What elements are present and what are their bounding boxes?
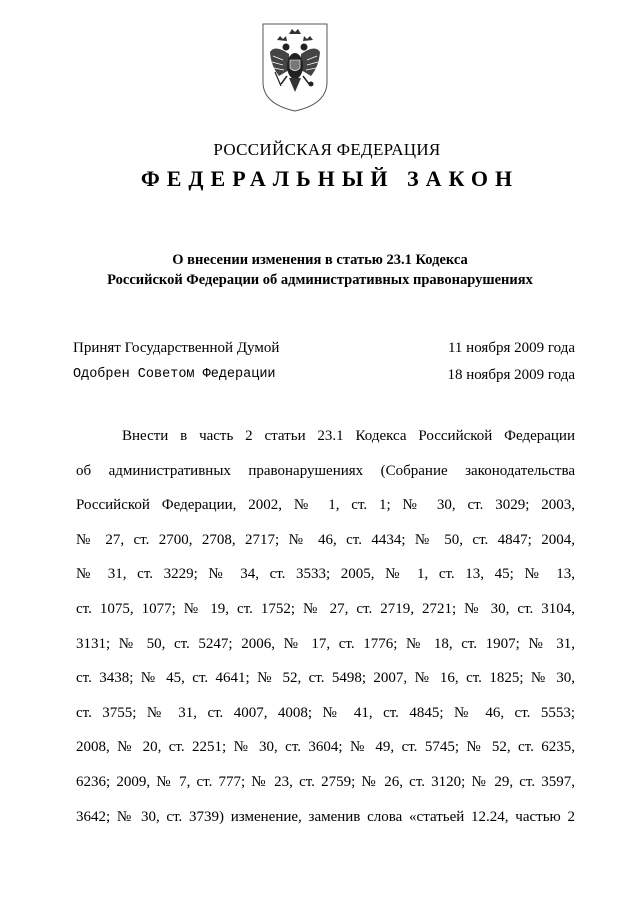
approved-label: Одобрен Советом Федерации [73,367,276,382]
law-title [60,250,580,290]
body-line: Российской Федерации, 2002, № 1, ст. 1; № 30, ст. 3029; 2003, [76,497,575,514]
body-line: ст. 1075, 1077; № 19, ст. 1752; № 27, ст. 2719, 2721; № 30, ст. 3104, [76,600,575,617]
body-line: об административных правонарушениях (Собрание законодательства [76,462,575,479]
body-line: Внести в часть 2 статьи 23.1 Кодекса Российской Федерации [122,428,575,444]
adopted-date: 11 ноября 2009 года [447,340,575,356]
body-line: ст. 3438; № 45, ст. 4641; № 52, ст. 5498; 2007, № 16, ст. 1825; № 30, [76,670,575,687]
law-title-line-2: Российской Федерации об административных правонарушениях [107,272,533,288]
body-line: 3131; № 50, ст. 5247; 2006, № 17, ст. 1776; № 18, ст. 1907; № 31, [76,635,575,652]
body-line: № 31, ст. 3229; № 34, ст. 3533; 2005, № 1, ст. 13, 45; № 13, [76,566,575,583]
law-body [76,423,575,838]
country-name: РОССИЙСКАЯ ФЕДЕРАЦИЯ [213,140,441,159]
body-line: 6236; 2009, № 7, ст. 777; № 23, ст. 2759; № 26, ст. 3120; № 29, ст. 3597, [76,773,575,790]
law-title-line-1: О внесении изменения в статью 23.1 Кодекса [172,252,468,268]
russian-coat-of-arms-icon [259,20,331,114]
law-type-heading: ФЕДЕРАЛЬНЫЙ ЗАКОН [140,166,520,191]
body-line: 2008, № 20, ст. 2251; № 30, ст. 3604; № 49, ст. 5745; № 52, ст. 6235, [76,739,575,756]
adopted-label: Принят Государственной Думой [73,340,280,356]
body-line: 3642; № 30, ст. 3739) изменение, заменив слова «статьей 12.24, частью 2 [76,808,575,825]
body-line: ст. 3755; № 31, ст. 4007, 4008; № 41, ст. 4845; № 46, ст. 5553; [76,704,575,721]
approved-date: 18 ноября 2009 года [447,367,575,383]
body-line: № 27, ст. 2700, 2708, 2717; № 46, ст. 4434; № 50, ст. 4847; 2004, [76,531,575,548]
